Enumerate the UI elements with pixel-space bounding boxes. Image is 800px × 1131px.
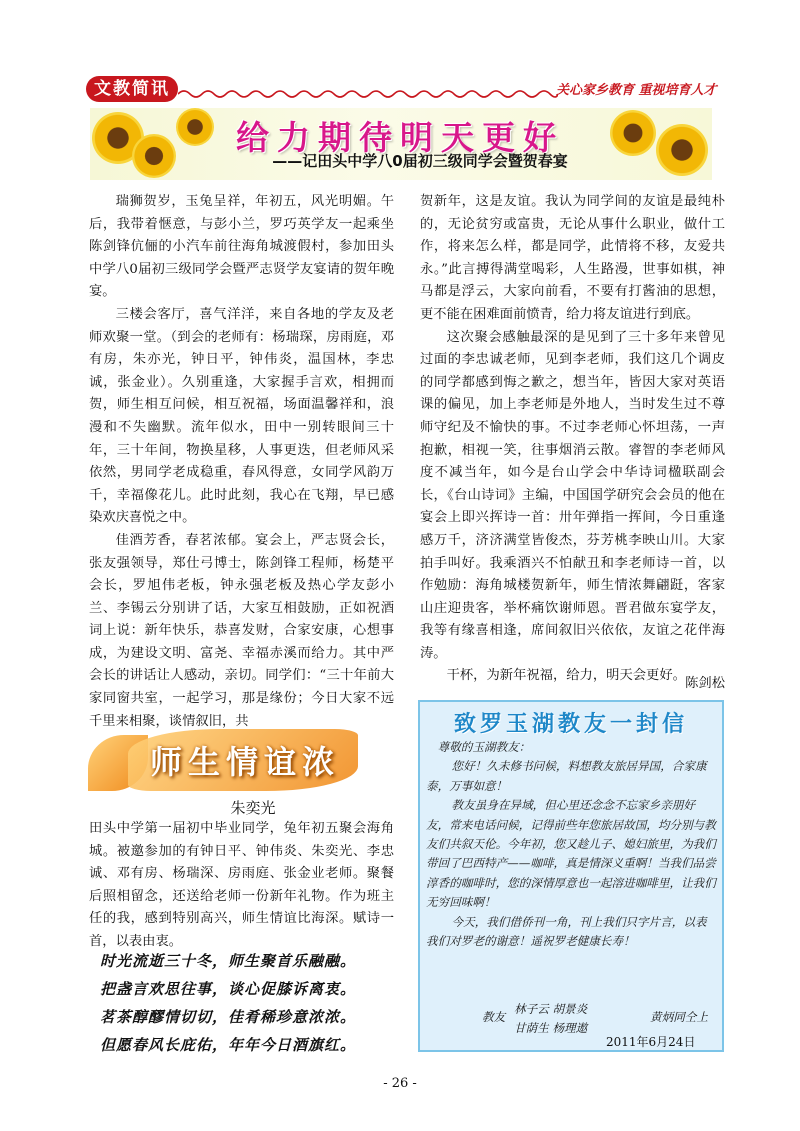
page-number: - 26 - [383,1076,417,1091]
poem-line: 茗茶醇醪情切切，佳肴稀珍意浓浓。 [100,1008,357,1026]
header-wave-divider [178,86,558,102]
paragraph: 三楼会客厅，喜气洋洋，来自各地的学友及老师欢聚一堂。（到会的老师有：杨瑞琛，房雨庭，邓有房，朱亦光，钟日平，钟伟炎，温国林，李忠诚，张金业）。久别重逢，大家握手言欢，相拥而贺，师生相互问候，相互祝福，场面温馨祥和，浪漫和不失幽默。流年似水，田中一别转眼间三十年，三十年间，物换星移，人事更迭，但老师风采依然，男同学老成稳重，春风得意，女同学风韵万千，幸福像花儿。此时此刻，我心在飞翔，早已感染欢庆喜悦之中。 [89,306,394,526]
poem-line: 但愿春风长庇佑，年年今日酒旗红。 [100,1036,357,1054]
signers-row: 甘荫生 杨理遨 [514,1021,588,1035]
signers-row: 林子云 胡景炎 [514,1002,588,1016]
section-title: 师生情谊浓 [149,743,340,781]
paragraph: 佳酒芳香，春茗浓郁。宴会上，严志贤会长，张友强领导，郑仕弓博士，陈剑锋工程师，杨楚平会长，罗旭伟老板，钟永强老板及热心学友彭小兰、李锡云分别讲了话，大家互相鼓励，正如祝酒词上说：新年快乐，恭喜发财，合家安康，心想事成，为建设文明、富尧、幸福赤溪而给力。其中严会长的讲话让人感动，亲切。同学们：“三十年前大家同窗共室，一起学习，那是缘份；今日大家不远千里来相聚，谈情叙旧，共 [89,532,394,729]
poem-line: 时光流逝三十冬，师生聚首乐融融。 [100,952,357,970]
paragraph: 贺新年，这是友谊。我认为同学间的友谊是最纯朴的，无论贫穷或富贵，无论从事什么职业，做什工作，将来怎么样，都是同学，此情将不移，友爱共永。”此言搏得满堂喝彩，人生路漫，世事如棋，神马都是浮云，大家向前看，不要有打酱油的思想，更不能在困难面前愤青，给力将友谊进行到底。 [420,194,725,322]
signers-side: 黄炳同仝上 [650,1010,708,1024]
paragraph: 干杯，为新年祝福，给力，明天会更好。 [446,668,686,684]
section-body [89,818,394,954]
sunflower-icon [132,134,176,178]
poem-line: 把盏言欢思往事，谈心促膝诉离衷。 [100,980,357,998]
paragraph: 这次聚会感触最深的是见到了三十多年来曾见过面的李忠诚老师，见到李老师，我们这几个调皮的同学都感到悔之歉之，想当年，皆因大家对英语课的偏见，加上李老师是外地人，当时发生过不尊师守纪及不愉快的事。不过李老师心怀坦荡，一声抱歉，相视一笑，往事烟消云散。睿智的李老师风度不减当年，如今是台山学会中华诗词楹联副会长，《台山诗词》主编，中国国学研究会会员的他在宴会上即兴挥诗一首：卅年弹指一挥间，今日重逢感万千，济济满堂皆俊杰，芬芳桃李映山川。大家拍手叫好。我乘酒兴不怕献丑和李老师诗一首，以作勉励：海角城楼贺新年，师生情浓舞翩跹，客家山庄迎贵客，举杯痛饮谢师恩。晋君做东宴学友，我等有缘喜相逢，席间叙旧兴依依，友谊之花伴海涛。 [420,329,725,661]
poem [100,947,400,1059]
signature-label: 教友 [482,1010,506,1024]
article-left-column [89,191,394,733]
paragraph: 田头中学第一届初中毕业同学，兔年初五聚会海角城。被邀参加的有钟日平、钟伟炎、朱奕光、李忠诚、邓有房、杨瑞深、房雨庭、张金业老师。聚餐后照相留念，还送给老师一份新年礼物。作为班主任的我，感到特别高兴，师生情谊比海深。赋诗一首，以表由衷。 [89,821,394,949]
letter-salutation: 尊敬的玉湖教友： [437,740,531,754]
header-slogan: 关心家乡教育 重视培育人才 [556,83,717,98]
paragraph: 教友虽身在异域，但心里还念念不忘家乡亲朋好友，常来电话问候，记得前些年您旅居故国，均分别与教友们共叙天伦。今年初，您又趁儿子、媳妇旅里，为我们带回了巴西特产——咖啡，真是情深义重啊！当我们品尝淳香的咖啡时，您的深情厚意也一起溶进咖啡里，让我们无穷回味啊！ [426,798,716,910]
letter-date: 2011年6月24日 [606,1035,696,1049]
section-badge: 文教简讯 [86,76,178,102]
article-author: 陈剑松 [685,676,725,691]
article-title: 给力期待明天更好 [236,118,564,157]
letter-title: 致罗玉湖教友一封信 [453,712,688,737]
letter-body [426,738,716,951]
paragraph: 您好！久未修书问候，料想教友旅居异国，合家康泰，万事如意！ [426,759,707,793]
paragraph: 瑞狮贺岁，玉兔呈祥，年初五，风光明媚。午后，我带着惬意，与彭小兰，罗巧英学友一起乘坐陈剑锋伉俪的小汽车前往海角城渡假村，参加田头中学八0届初三级同学会暨严志贤学友宴请的贺年晚宴。 [89,194,394,300]
section-author: 朱奕光 [230,799,276,817]
paragraph: 今天，我们借侨刊一角，刊上我们只字片言，以表我们对罗老的谢意！遥祝罗老健康长寿！ [426,914,707,949]
article-subtitle: ——记田头中学八0届初三级同学会暨贺春宴 [272,152,568,170]
article-right-column [420,191,725,688]
sunflower-icon [656,124,708,176]
